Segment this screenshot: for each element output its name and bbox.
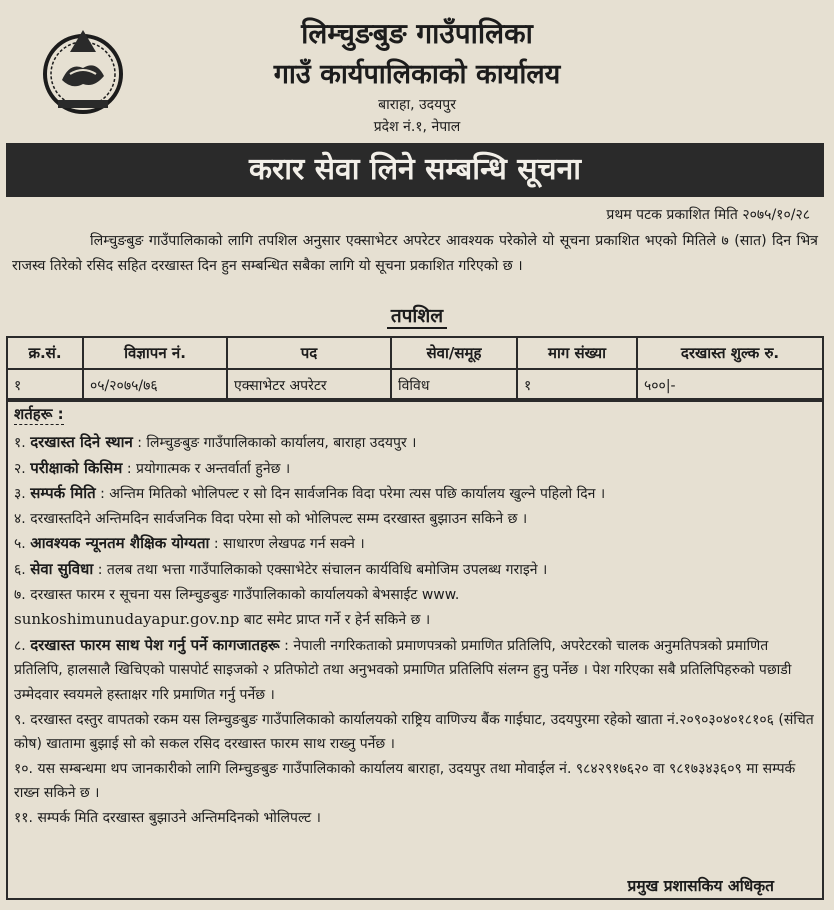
term-number: ५. [14,536,26,553]
term-label: परीक्षाको किसिम [30,458,123,477]
term-number: २. [14,460,26,477]
term-text: : प्रयोगात्मक र अन्तर्वार्ता हुनेछ । [126,460,291,477]
col-header-sn: क्र.सं. [7,337,83,369]
col-header-post: पद [227,337,391,369]
term-number: ११. [14,809,34,826]
terms-box [6,398,824,900]
term-number: ७. [14,586,26,603]
term-number: ४. [14,510,26,527]
office-address: बाराहा, उदयपुर [378,97,456,113]
term-text: : तलब तथा भत्ता गाउँपालिकाको एक्साभेटेर संचालन कार्यविधि बमोजिम उपलब्ध गराइने । [97,561,548,578]
term-item-4 [14,507,814,532]
cell-service: विविध [391,369,517,401]
intro-paragraph: लिम्चुङबुङ गाउँपालिकाको लागि तपशिल अनुसार एक्साभेटर अपरेटर आवश्यक परेकोले यो सूचना प्रकाशित भएको मितिले ७ (सात) दिन भित्र राजस्व तिरेको रसिद सहित दरखास्त दिन हुन सम्बन्धित सबैका लागि यो सूचना प्रकाशित गरिएको छ । [12,233,818,274]
term-item-6 [14,557,814,583]
term-number: १०. [14,760,34,777]
col-header-ad-no: विज्ञापन नं. [83,337,227,369]
term-label: सम्पर्क मिति [30,484,96,503]
term-item-2 [14,456,814,482]
cell-sn: १ [7,369,83,401]
term-label: आवश्यक न्यूनतम शैक्षिक योग्यता [30,534,210,553]
term-number: ३. [14,486,26,503]
term-item-7 [14,583,814,633]
signature-title: प्रमुख प्रशासकिय अधिकृत [627,877,774,895]
term-text: : नेपाली नगरिकताको प्रमाणपत्रको प्रमाणित प्रतिलिपि, अपरेटरको चालक अनुमतिपत्रको प्रमाणित प्रतिलिपि, हालसालै खिचिएको पासपोर्ट साइजको २ प्रतिफोटो तथा अनुभवको प्रमाणित प्रतिलिपि संलग्न हुनु पर्नेछ । पेश गरिएका सबै प्रतिलिपिहरुको पछाडी उम्मेदवार स्वयमले हस्ताक्षर गरि प्रमाणित गर्नु पर्नेछ । [14,637,792,703]
government-emblem-icon [40,24,126,116]
cell-fee: ५००|- [637,369,823,401]
term-label: दरखास्त दिने स्थान [30,433,133,451]
terms-title: शर्तहरू : [14,405,64,423]
term-label: सेवा सुविधा [30,559,94,578]
term-text: दरखास्त फारम र सूचना यस लिम्चुङबुङ गाउँपालिकाको कार्यालयको बेभसाईट www. [30,586,460,603]
terms-list [14,430,814,831]
office-province: प्रदेश नं.१, नेपाल [373,119,461,135]
term-item-11 [14,806,814,831]
term-label: दरखास्त फारम साथ पेश गर्नु पर्ने कागजातहरू [30,635,280,654]
term-item-8 [14,633,814,708]
term-text: सम्पर्क मिति दरखास्त बुझाउने अन्तिमदिनको भोलिपल्ट । [37,809,321,826]
office-title: लिम्चुङबुङ गाउँपालिका [301,17,533,50]
cell-demand: १ [517,369,637,401]
details-heading-text: तपशिल [387,305,447,329]
term-text: यस सम्बन्धमा थप जानकारीको लागि लिम्चुङबुङ गाउँपालिकाको कार्यालय बाराहा, उदयपुर तथा मोवाईल नं. ९८४२९१७६२० वा ९८१७३४३६०९ मा सम्पर्क राख्न सकिने छ । [14,760,796,802]
term-text: दरखास्तदिने अन्तिमदिन सार्वजनिक विदा परेमा सो को भोलिपल्ट सम्म दरखास्त बुझाउन सकिने छ । [30,510,528,527]
col-header-fee: दरखास्त शुल्क रु. [637,337,823,369]
term-item-5 [14,531,814,557]
term-item-9 [14,708,814,757]
col-header-service: सेवा/समूह [391,337,517,369]
table-header-row [7,337,823,369]
table-row [7,369,823,401]
details-heading [0,302,834,328]
website-link[interactable]: sunkoshimunudayapur.gov.np [14,610,240,629]
term-item-1 [14,430,814,456]
term-number: ६. [14,561,26,578]
term-number: १. [14,435,26,451]
term-text: : साधारण लेखपढ गर्न सक्ने । [213,536,365,553]
term-item-3 [14,481,814,507]
details-table [6,336,824,402]
term-item-10 [14,757,814,806]
col-header-demand: माग संख्या [517,337,637,369]
publish-date: प्रथम पटक प्रकाशित मिति २०७५/१०/२८ [606,207,810,223]
term-number: ९. [14,711,26,728]
office-subtitle: गाउँ कार्यपालिकाको कार्यालय [273,59,561,90]
term-number: ८. [14,637,26,654]
term-text: दरखास्त दस्तुर वापतको रकम यस लिम्चुङबुङ गाउँपालिकाको कार्यालयको राष्ट्रिय वाणिज्य बैंक गाईघाट, उदयपुरमा रहेको खाता नं.२०९०३०४०१८१०६ (संचित कोष) खातामा बुझाई सो को सकल रसिद दरखास्त फारम साथ राख्नु पर्नेछ । [14,711,814,753]
notice-banner: करार सेवा लिने सम्बन्धि सूचना [6,143,824,197]
term-text: बाट समेट प्राप्त गर्ने र हेर्न सकिने छ । [239,612,431,629]
term-text: : लिम्चुङबुङ गाउँपालिकाको कार्यालय, बाराहा उदयपुर । [137,435,417,451]
cell-ad-no: ०५/२०७५/७६ [83,369,227,401]
cell-post: एक्साभेटर अपरेटर [227,369,391,401]
term-text: : अन्तिम मितिको भोलिपल्ट र सो दिन सार्वजनिक विदा परेमा त्यस पछि कार्यालय खुल्ने पहिलो दिन । [100,486,606,503]
